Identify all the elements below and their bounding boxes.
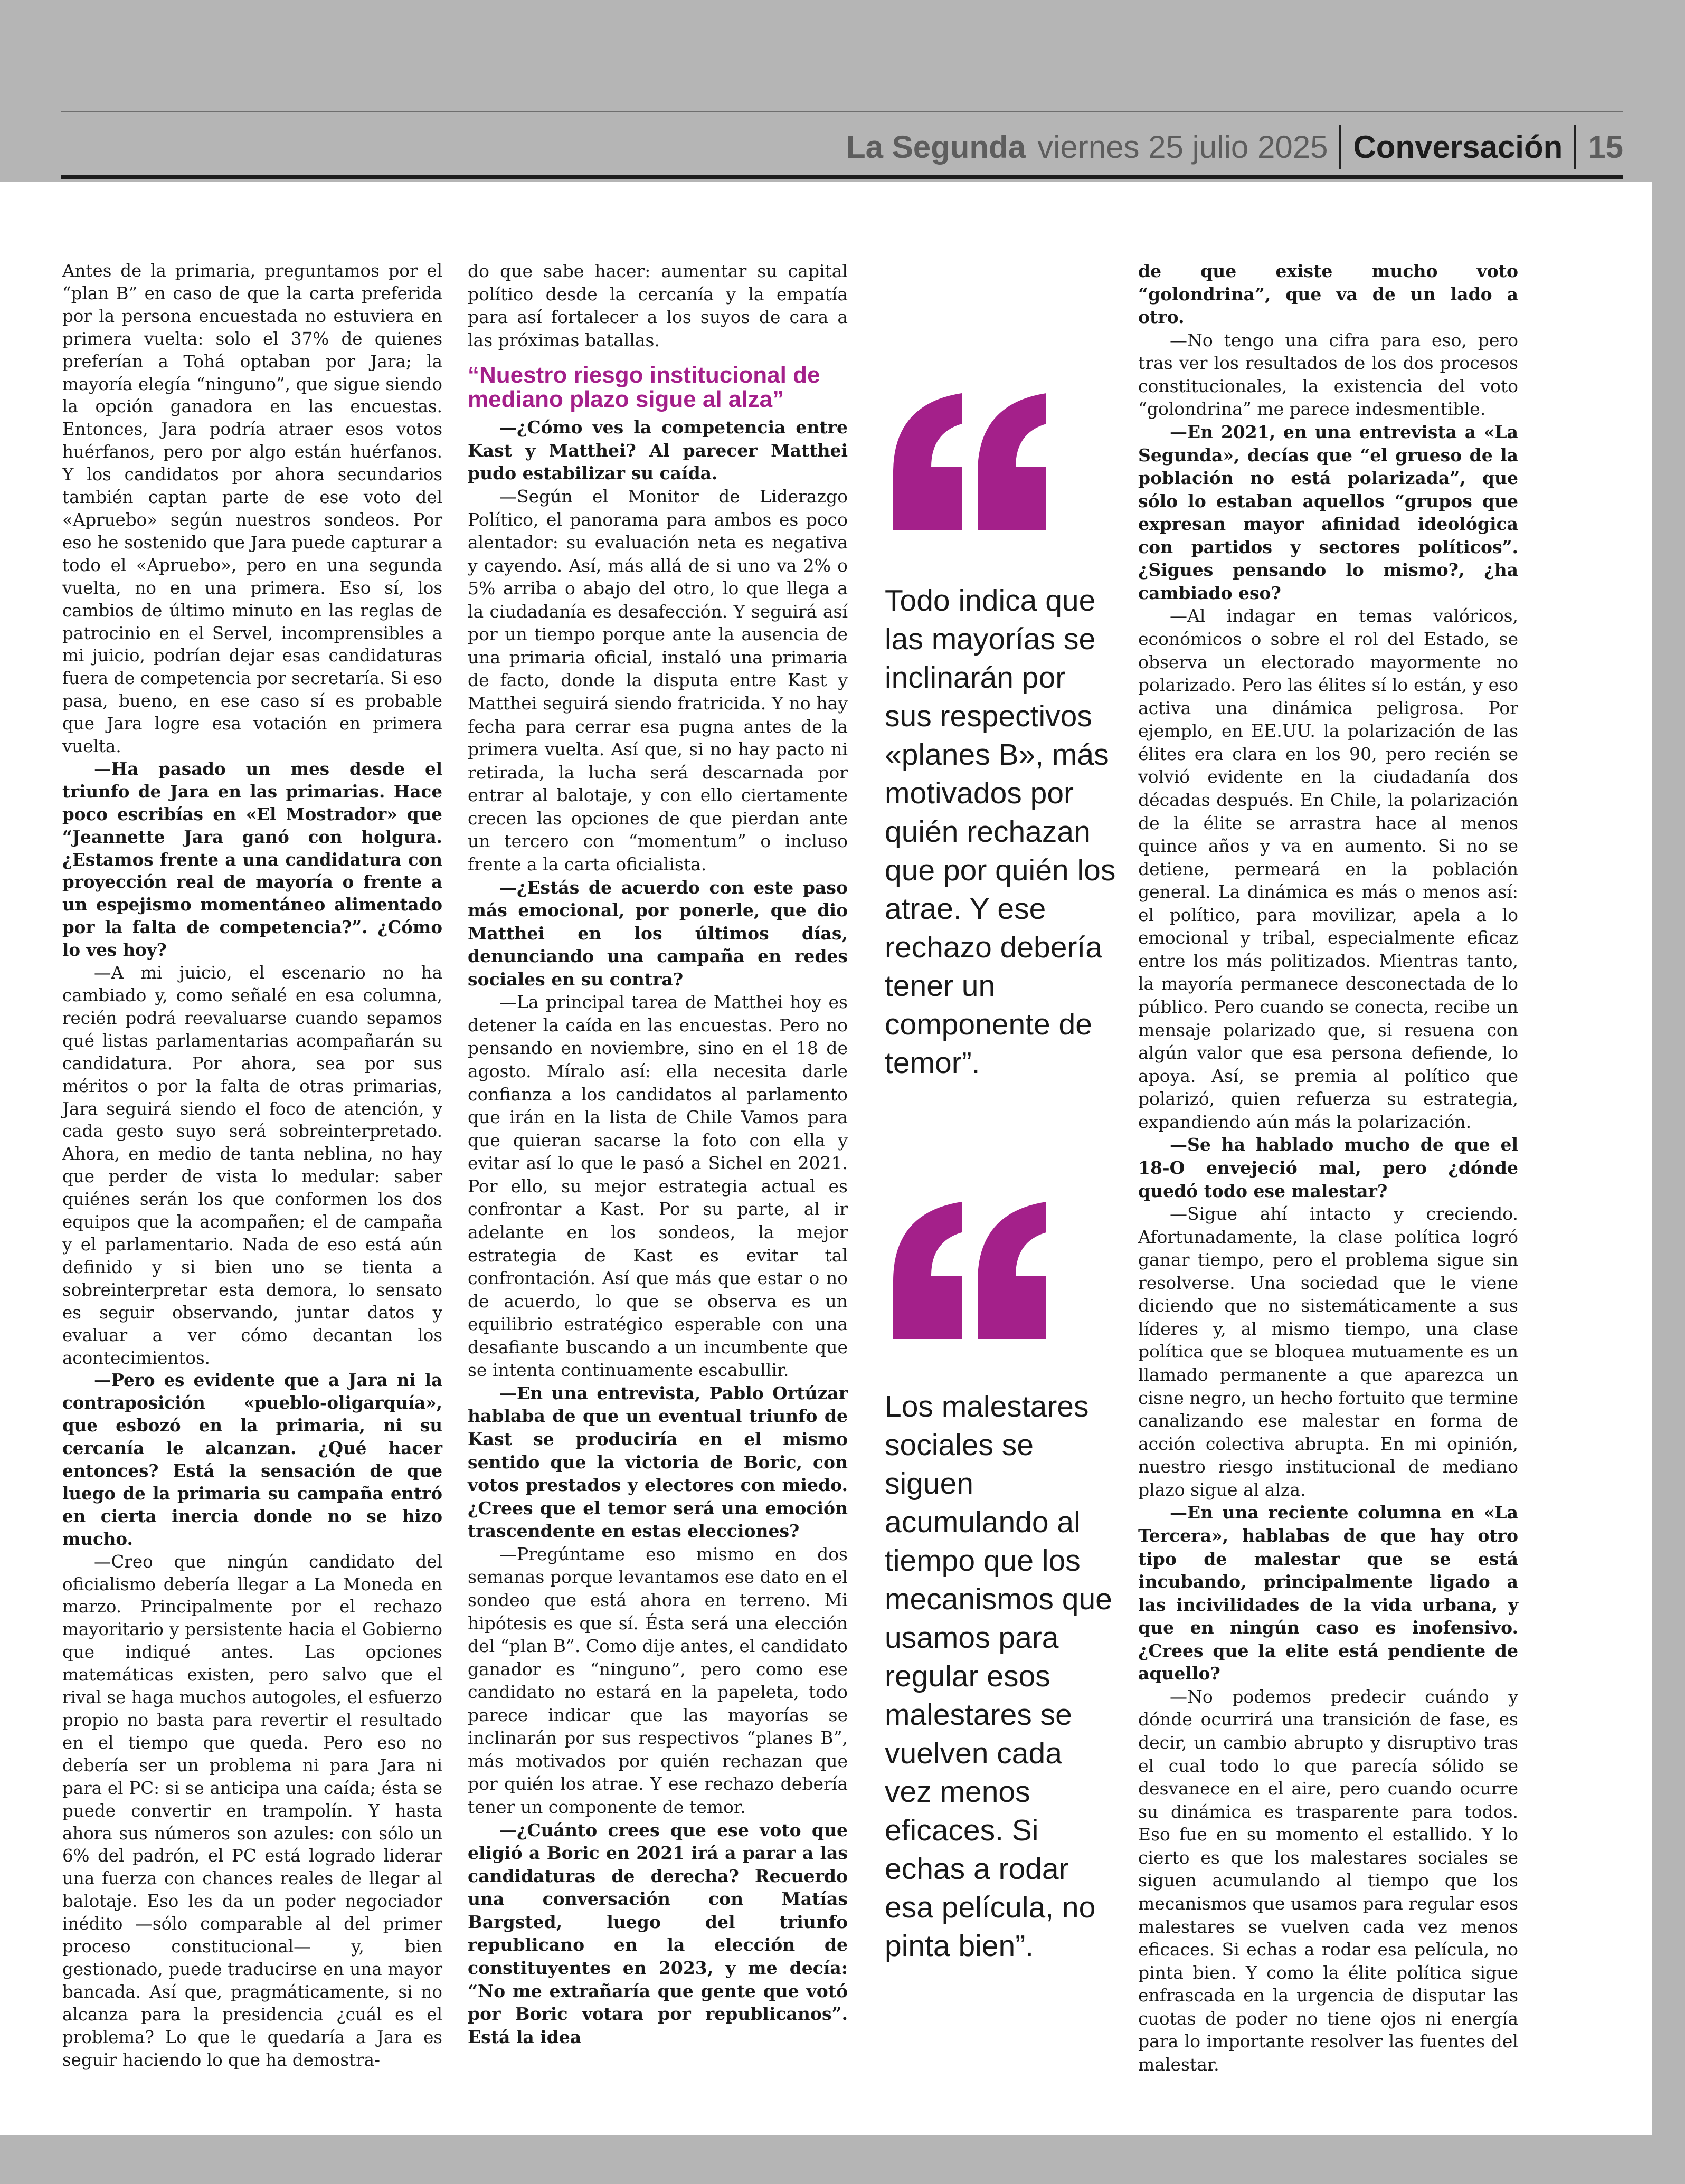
interview-question: —¿Cómo ves la competencia entre Kast y Matthei? Al parecer Matthei pudo estabilizar su caída. xyxy=(468,417,848,484)
masthead-separator xyxy=(1339,125,1341,169)
quote-mark-icon xyxy=(883,1202,1057,1339)
interview-answer: —Según el Monitor de Liderazgo Político, el panorama para ambos es poco alentador: su evaluación neta es negativa y cayendo. Así, más allá de si uno va 2% o 5% arriba o abajo del otro, lo que llega a la ciudadanía es desafección. Y seguirá así por un tiempo porque ante la ausencia de una primaria oficial, instaló una primaria de facto, donde la disputa entre Kast y Matthei seguirá siendo fratricida. Y no hay fecha para cerrar esa pugna antes de la primera vuelta. Así que, si no hay pacto ni retirada, la lucha será descarnada por entrar al balotaje, y con ello ciertamente crecen las opciones de que pierdan ante un tercero con “momentum” o incluso frente a la carta oficialista. xyxy=(468,486,848,875)
interview-answer: —No podemos predecir cuándo y dónde ocurrirá una transición de fase, es decir, un cambio abrupto y disruptivo tras el cual todo lo que parecía sólido se desvanece en el aire, pero cuando ocurre su dinámica es trasparente para todos. Eso fue en su momento el estallido. Y lo cierto es que los malestares sociales se siguen acumulando al tiempo que los mecanismos que usamos para regular esos malestares se vuelven cada vez menos eficaces. Si echas a rodar esa película, no pinta bien. Y como la élite política sigue enfrascada en la urgencia de disputar las cuotas de poder no tiene ojos ni energía para lo importante resolver las fuentes del malestar. xyxy=(1138,1686,1518,2075)
masthead-top-rule xyxy=(61,111,1623,112)
interview-answer: —Sigue ahí intacto y creciendo. Afortunadamente, la clase política logró ganar tiempo, pero el problema sigue sin resolverse. Una sociedad que le viene diciendo que no sistemáticamente a sus líderes y, al mismo tiempo, una clase política que se bloquea mutuamente es un llamado permanente a que aparezca un cisne negro, un hecho fortuito que termine canalizando ese malestar en forma de acción colectiva abrupta. En mi opinión, nuestro riesgo institucional de mediano plazo sigue al alza. xyxy=(1138,1203,1518,1500)
interview-question: —Se ha hablado mucho de que el 18-O envejeció mal, pero ¿dónde quedó todo ese malestar? xyxy=(1138,1134,1518,1201)
publication-date: viernes 25 julio 2025 xyxy=(1037,129,1328,165)
interview-question: —En una reciente columna en «La Tercera», hablabas de que hay otro tipo de malestar que se está incubando, principalmente ligado a las incivilidades de la vida urbana, y que en ningún caso es inofensivo. ¿Crees que la elite está pendiente de aquello? xyxy=(1138,1502,1518,1684)
interview-answer: —Al indagar en temas valóricos, económicos o sobre el rol del Estado, se observa un electorado mayormente no polarizado. Pero las élites sí lo están, y eso activa una dinámica peligrosa. Por ejemplo, en EE.UU. la polarización de las élites era clara en los 90, pero recién se volvió evidente en la ciudadanía dos décadas después. En Chile, la polarización de la élite se arrastra hace al menos quince años y va en aumento. Si no se detiene, permeará en la población general. La dinámica es más o menos así: el político, para movilizar, apela a lo emocional y tribal, especialmente eficaz entre los más politizados. Mientras tanto, la mayoría permanece desconectada de lo público. Pero cuando se conecta, recibe un mensaje polarizado que, si resuena con algún valor que esa persona defiende, lo apoya. Así, se premia al político que polarizó, quien refuerza su estrategia, expandiendo aún más la polarización. xyxy=(1138,605,1518,1132)
newspaper-name: La Segunda xyxy=(846,129,1026,165)
interview-question: de que existe mucho voto “golondrina”, que va de un lado a otro. xyxy=(1138,261,1518,328)
interview-question: —Ha pasado un mes desde el triunfo de Jara en las primarias. Hace poco escribías en «El Mostrador» que “Jeannette Jara ganó con holgura. ¿Estamos frente a una candidatura con proyección real de mayoría o frente a un espejismo momentáneo alimentado por la falta de competencia?”. ¿Cómo lo ves hoy? xyxy=(62,758,442,961)
column-2 xyxy=(468,260,848,2048)
interview-question: —Pero es evidente que a Jara ni la contraposición «pueblo-oligarquía», que esbozó en la primaria, ni su cercanía le alcanzan. ¿Qué hacer entonces? Está la sensación de que luego de la primaria su campaña entró en cierta inercia donde no se hizo mucho. xyxy=(62,1370,442,1549)
interview-answer: —La principal tarea de Matthei hoy es detener la caída en las encuestas. Pero no pensando en noviembre, sino en el 18 de agosto. Míralo así: ella necesita darle confianza a los candidatos al parlamento que irán en la lista de Chile Vamos para que quieran sacarse la foto con ella y evitar así lo que le pasó a Sichel en 2021. Por ello, su mejor estrategia actual es confrontar a Kast. Por su parte, al ir adelante en los sondeos, la mejor estrategia de Kast es evitar tal confrontación. Así que más que estar o no de acuerdo, lo que se observa es un equilibrio estratégico esperable con una desafiante buscando a un incumbente que se intenta continuamente escabullir. xyxy=(468,992,848,1381)
masthead xyxy=(61,111,1623,179)
column-1 xyxy=(62,260,442,2072)
page-number: 15 xyxy=(1588,129,1623,165)
masthead-bottom-rule xyxy=(61,175,1623,179)
interview-answer: —Pregúntame eso mismo en dos semanas porque levantamos ese dato en el sondeo que está ahora en terreno. Mi hipótesis es que sí. Ésta será una elección del “plan B”. Como dije antes, el candidato ganador es “ninguno”, pero como ese candidato no estará en la papeleta, todo parece indicar que las mayorías se inclinarán por sus respectivos “planes B”, más motivados por quién rechazan que por quién los atrae. Y ese rechazo debería tener un componente de temor. xyxy=(468,1543,848,1817)
interview-question: —En 2021, en una entrevista a «La Segunda», decías que “el grueso de la población no está polarizada”, que sólo lo estaban aquellos “grupos que expresan mayor afinidad ideológica con partidos y sectores políticos”. ¿Sigues pensando lo mismo?, ¿ha cambiado eso? xyxy=(1138,421,1518,603)
quote-mark-icon xyxy=(883,393,1057,530)
interview-answer: —No tengo una cifra para eso, pero tras ver los resultados de los dos procesos constitucionales, la existencia del voto “golondrina” me parece indesmentible. xyxy=(1138,329,1518,420)
pull-quote: Los malestares sociales se siguen acumulando al tiempo que los mecanismos que usamos para regular esos malestares se vuelven cada vez menos eficaces. Si echas a rodar esa película, no pinta bien”. xyxy=(885,1390,1112,1963)
pull-quote: Todo indica que las mayorías se inclinarán por sus respectivos «planes B», más motivados por quién rechazan que por quién los atrae. Y ese rechazo debería tener un componente de temor”. xyxy=(885,584,1116,1080)
interview-question: —En una entrevista, Pablo Ortúzar hablaba de que un eventual triunfo de Kast se produciría en el mismo sentido que la victoria de Boric, con votos prestados y electores con miedo. ¿Crees que el temor será una emoción trascendente en estas elecciones? xyxy=(468,1382,848,1542)
paragraph: Antes de la primaria, preguntamos por el “plan B” en caso de que la carta preferida por la persona encuestada no estuviera en primera vuelta: solo el 37% de quienes preferían a Tohá optaban por Jara; la mayoría elegía “ninguno”, que sigue siendo la opción ganadora en las encuestas. Entonces, Jara podría atraer esos votos huérfanos, pero por algo están huérfanos. Y los candidatos por ahora secundarios también captan parte de ese voto del «Apruebo» según nuestros sondeos. Por eso he sostenido que Jara puede capturar a todo el «Apruebo», pero en una segunda vuelta, no en una primera. Eso sí, los cambios de último minuto en las reglas de patrocinio en el Servel, incomprensibles a mi juicio, podrían dejar esas candidaturas fuera de competencia por secretaría. Si eso pasa, bueno, en ese caso sí es probable que Jara logre esa votación en primera vuelta. xyxy=(62,261,442,757)
interview-question: —¿Cuánto crees que ese voto que eligió a Boric en 2021 irá a parar a las candidaturas de derecha? Recuerdo una conversación con Matías Bargsted, luego del triunfo republicano en la elección de constituyentes en 2023, y me decía: “No me extrañaría que gente que votó por Boric votara por republicanos”. Está la idea xyxy=(468,1819,848,2047)
masthead-text xyxy=(846,120,1623,173)
column-4 xyxy=(1138,260,1518,2076)
subheading: “Nuestro riesgo institucional de mediano plazo sigue al alza” xyxy=(468,362,820,413)
article-body xyxy=(0,182,1652,2135)
interview-answer: —A mi juicio, el escenario no ha cambiado y, como señalé en esa columna, recién podrá reevaluarse cuando sepamos qué listas parlamentarias acompañarán su candidatura. Por ahora, sea por sus méritos o por la falta de otras primarias, Jara seguirá siendo el foco de atención, y cada gesto suyo será sobreinterpretado. Ahora, en medio de tanta neblina, no hay que perder de vista lo medular: saber quiénes serán los que conformen los dos equipos que la acompañen; el de campaña y el parlamentario. Nada de eso está aún definido y si bien uno se tienta a sobreinterpretar esta demora, lo sensato es seguir observando, juntar datos y evaluar a ver cómo decantan los acontecimientos. xyxy=(62,963,442,1368)
interview-question: —¿Estás de acuerdo con este paso más emocional, por ponerle, que dio Matthei en los últimos días, denunciando una campaña en redes sociales en su contra? xyxy=(468,877,848,990)
section-name: Conversación xyxy=(1353,129,1563,165)
masthead-separator xyxy=(1574,125,1576,169)
paragraph: do que sabe hacer: aumentar su capital político desde la cercanía y la empatía para así fortalecer a los suyos de cara a las próximas batallas. xyxy=(468,261,848,350)
interview-answer: —Creo que ningún candidato del oficialismo debería llegar a La Moneda en marzo. Principalmente por el rechazo mayoritario y persistente hacia el Gobierno que indiqué antes. Las opciones matemáticas existen, pero salvo que el rival se haga muchos autogoles, el esfuerzo propio no basta para revertir el resultado en el tiempo que queda. Pero eso no debería ser un problema ni para Jara ni para el PC: si se anticipa una caída; ésta se puede convertir en trampolín. Y hasta ahora sus números son azules: con sólo un 6% del padrón, el PC está logrado liderar una fuerza con chances reales de llegar al balotaje. Eso les da un poder negociador inédito —sólo comparable al del primer proceso constitucional— y, bien gestionado, puede traducirse en una mayor bancada. Así que, pragmáticamente, si no alcanza para la presidencia ¿cuál es el problema? Lo que le quedaría a Jara es seguir haciendo lo que ha demostra- xyxy=(62,1551,442,2070)
